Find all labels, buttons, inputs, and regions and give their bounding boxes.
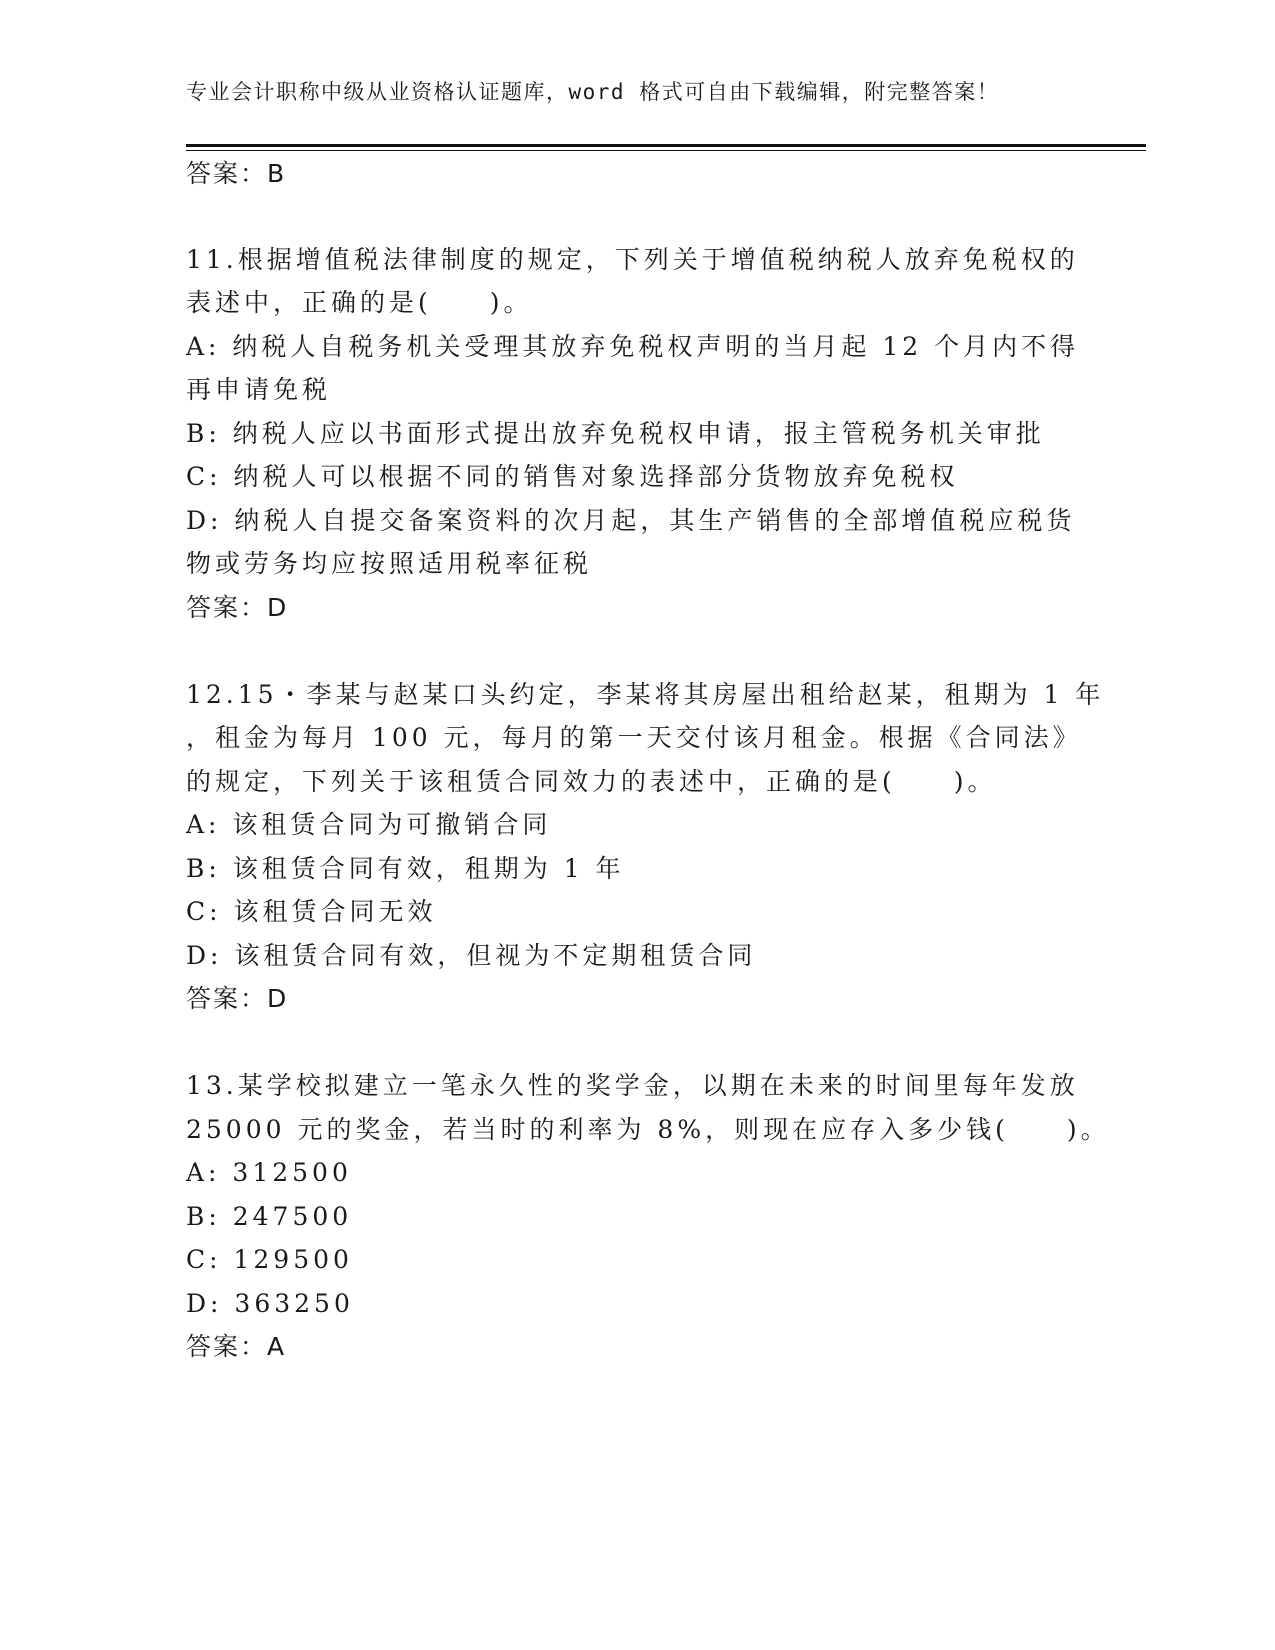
question-12-line-3: 的规定，下列关于该租赁合同效力的表述中，正确的是( )。 [186, 767, 997, 796]
question-12-line-2: ，租金为每月 100 元，每月的第一天交付该月租金。根据《合同法》 [186, 723, 1082, 752]
question-13-option-b: B: 247500 [186, 1202, 353, 1231]
question-11-option-b: B: 纳税人应以书面形式提出放弃免税权申请，报主管税务机关审批 [186, 419, 1045, 448]
previous-answer: 答案：B [186, 159, 287, 188]
question-11-option-a-line-2: 再申请免税 [186, 375, 332, 404]
question-12-option-d: D: 该租赁合同有效，但视为不定期租赁合同 [186, 941, 757, 970]
question-11-line-2: 表述中，正确的是( )。 [186, 288, 533, 317]
question-11-option-a-line-1: A: 纳税人自税务机关受理其放弃免税权声明的当月起 12 个月内不得 [186, 332, 1080, 361]
page-header: 专业会计职称中级从业资格认证题库，word 格式可自由下载编辑，附完整答案！ [186, 80, 1000, 104]
question-12-answer: 答案：D [186, 984, 289, 1013]
question-13-answer: 答案：A [186, 1332, 287, 1361]
question-13-option-c: C: 129500 [186, 1245, 353, 1274]
question-13-option-d: D: 363250 [186, 1289, 354, 1318]
question-12-option-c: C: 该租赁合同无效 [186, 897, 437, 926]
question-12-option-b: B: 该租赁合同有效，租期为 1 年 [186, 854, 625, 883]
header-rule-thin [186, 150, 1146, 151]
question-11-answer: 答案：D [186, 593, 289, 622]
question-11-option-d-line-2: 物或劳务均应按照适用税率征税 [186, 549, 593, 578]
question-13-line-2: 25000 元的奖金，若当时的利率为 8%，则现在应存入多少钱( )。 [186, 1115, 1110, 1144]
question-11-option-c: C: 纳税人可以根据不同的销售对象选择部分货物放弃免税权 [186, 462, 959, 491]
question-12-option-a: A: 该租赁合同为可撤销合同 [186, 810, 552, 839]
question-11-line-1: 11.根据增值税法律制度的规定，下列关于增值税纳税人放弃免税权的 [186, 245, 1079, 274]
question-13-line-1: 13.某学校拟建立一笔永久性的奖学金，以期在未来的时间里每年发放 [186, 1071, 1079, 1100]
question-12-line-1: 12.15・李某与赵某口头约定，李某将其房屋出租给赵某，租期为 1 年 [186, 680, 1105, 709]
question-13-option-a: A: 312500 [186, 1158, 352, 1187]
header-rule-thick [186, 144, 1146, 147]
question-11-option-d-line-1: D: 纳税人自提交备案资料的次月起，其生产销售的全部增值税应税货 [186, 506, 1076, 535]
